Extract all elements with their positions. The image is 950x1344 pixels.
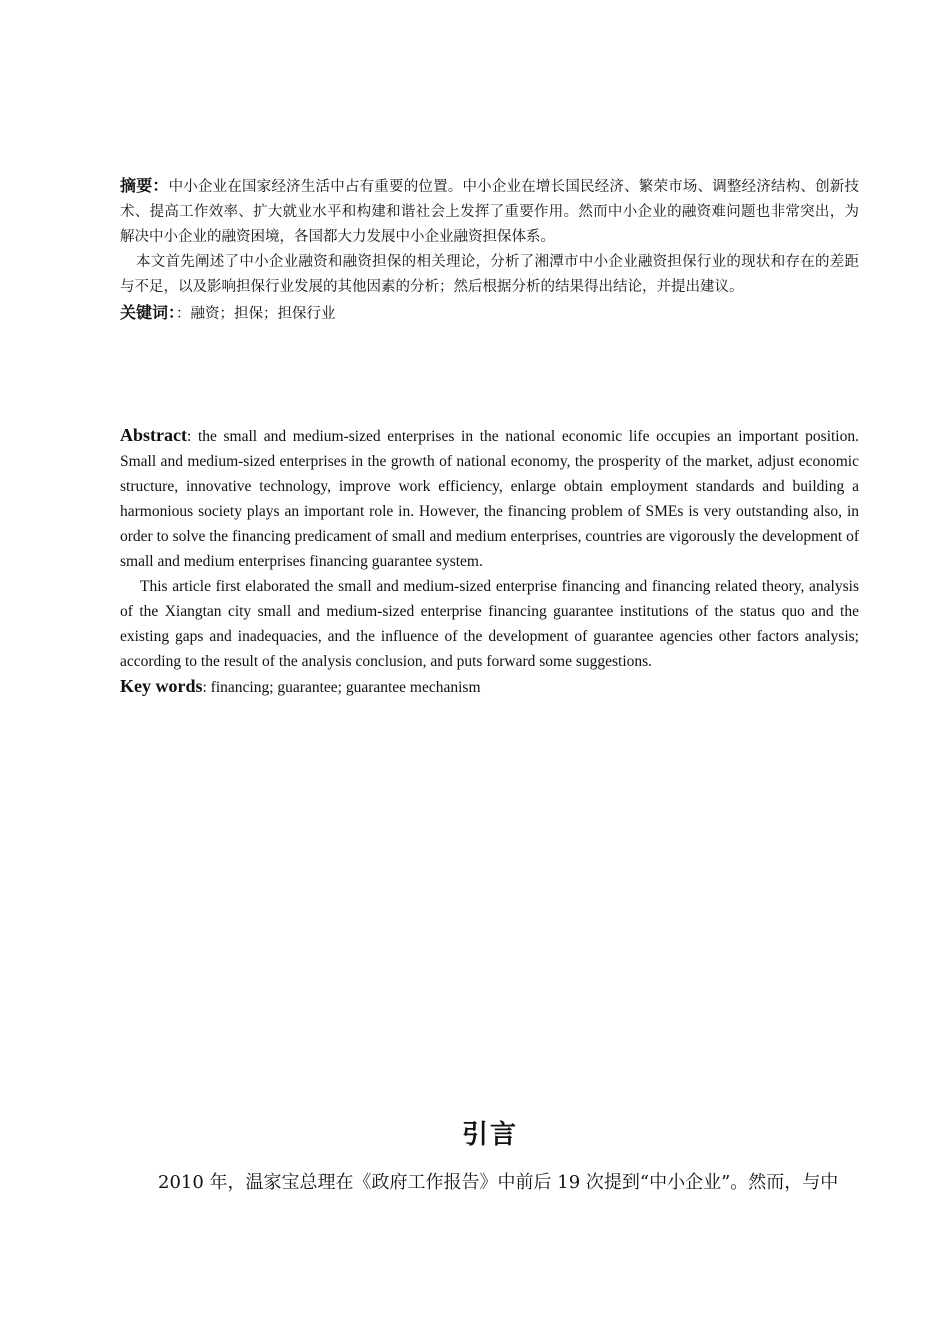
intro-heading: 引言 [461, 1120, 518, 1150]
en-keywords-line [120, 674, 859, 700]
en-abstract-label: Abstract [120, 425, 187, 445]
cn-abstract-paragraph-2: 本文首先阐述了中小企业融资和融资担保的相关理论，分析了湘潭市中小企业融资担保行业的现状和存在的差距与不足，以及影响担保行业发展的其他因素的分析；然后根据分析的结果得出结论，并提出建议。 [120, 254, 859, 295]
cn-abstract-paragraph-1 [120, 173, 859, 250]
cn-keywords-text: ：融资；担保；担保行业 [176, 306, 336, 322]
en-abstract-text-1: : the small and medium-sized enterprises in the national economic life occupies an important position. Small and medium-sized enterprises in the growth of national economy, the prosperity of the market, adjust economic structure, innovative technology, improve work efficiency, enlarge obtain employment standards and building a harmonious society plays an important role in. However, the financing problem of SMEs is very outstanding also, in order to solve the financing predicament of small and medium enterprises, countries are vigorously the development of small and medium enterprises financing guarantee system. [120, 428, 859, 570]
intro-first-line: 2010 年，温家宝总理在《政府工作报告》中前后 19 次提到“中小企业”。然而，与中 [158, 1172, 839, 1193]
en-keywords-text: : financing; guarantee; guarantee mechanism [202, 679, 481, 696]
cn-abstract-label: 摘要： [120, 176, 169, 195]
cn-keywords-label: 关键词： [120, 303, 177, 322]
en-abstract-paragraph-2: This article first elaborated the small and medium-sized enterprise financing and financing related theory, analysis of the Xiangtan city small and medium-sized enterprise financing guarantee institutions of the status quo and the existing gaps and inadequacies, and the influence of the development of guarantee agencies other factors analysis; according to the result of the analysis conclusion, and puts forward some suggestions. [120, 578, 859, 670]
en-keywords-label: Key words [120, 676, 203, 696]
en-abstract-paragraph-1 [120, 423, 859, 574]
cn-abstract-text-1: 中小企业在国家经济生活中占有重要的位置。中小企业在增长国民经济、繁荣市场、调整经济结构、创新技术、提高工作效率、扩大就业水平和构建和谐社会上发挥了重要作用。然而中小企业的融资难问题也非常突出，为解决中小企业的融资困境，各国都大力发展中小企业融资担保体系。 [120, 179, 859, 245]
en-abstract-section [120, 423, 859, 700]
cn-keywords-line [120, 300, 859, 327]
cn-abstract-section [120, 173, 859, 327]
